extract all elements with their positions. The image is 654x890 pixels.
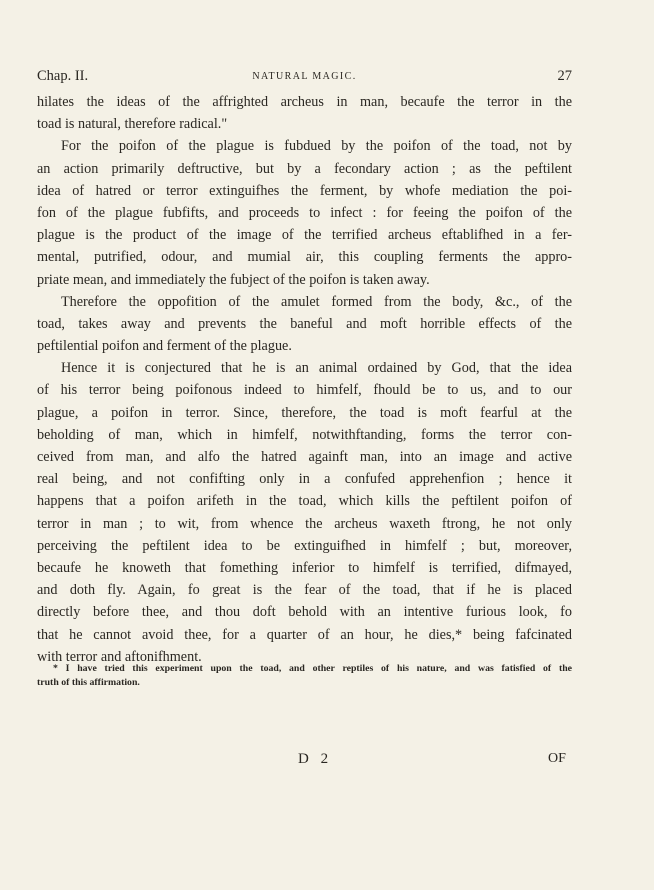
text-line: of his terror being poifonous indeed to himfelf, fhould be to us, and to our (37, 382, 572, 399)
text-line: Therefore the oppofition of the amulet formed from the body, &c., of the (61, 293, 572, 310)
text-line: directly before thee, and thou doft behold with an intentive furious look, fo (37, 604, 572, 621)
footnote (37, 662, 572, 691)
text-line: happens that a poifon arifeth in the toad, which kills the peftilent poifon of (37, 493, 572, 510)
text-line: fon of the plague fubfifts, and proceeds to infect : for feeing the poifon of the (37, 204, 572, 221)
catchword: OF (548, 751, 566, 766)
body-text (37, 91, 572, 668)
text-line: toad is natural, therefore radical." (37, 116, 228, 133)
text-line: plague is the product of the image of the terrified archeus eftablifhed in a fer- (37, 227, 572, 244)
text-line: ceived from man, and alfo the hatred againft man, into an image and active (37, 449, 572, 465)
page-number: 27 (557, 68, 572, 84)
text-line: Hence it is conjectured that he is an animal ordained by God, that the idea (61, 360, 572, 377)
running-header (37, 68, 572, 88)
text-line: priate mean, and immediately the fubject of the poifon is taken away. (37, 271, 430, 288)
text-line: perceiving the peftilent idea to be extinguifhed in himfelf ; but, moreover, (37, 537, 572, 554)
running-title: NATURAL MAGIC. (252, 71, 357, 82)
text-line: with terror and aftonifhment. (37, 648, 202, 665)
text-line: an action primarily deftructive, but by a fecondary action ; as the peftilent (37, 160, 572, 177)
text-line: hilates the ideas of the affrighted archeus in man, becaufe the terror in the (37, 94, 572, 110)
footnote-line: * I have tried this experiment upon the toad, and other reptiles of his nature, and was fatisfied of the (53, 663, 572, 674)
text-line: and doth fly. Again, fo great is the fear of the toad, that if he is placed (37, 582, 572, 599)
text-line: toad, takes away and prevents the baneful and moft horrible effects of the (37, 315, 572, 332)
signature-mark: D 2 (298, 751, 333, 767)
chapter-label: Chap. II. (37, 68, 89, 84)
text-line: beholding of man, which in himfelf, notwithftanding, forms the terror con- (37, 426, 572, 443)
text-line: mental, putrified, odour, and mumial air, this coupling ferments the appro- (37, 249, 572, 266)
footnote-line: truth of this affirmation. (37, 677, 140, 689)
text-line: plague, a poifon in terror. Since, therefore, the toad is moft fearful at the (37, 404, 572, 421)
text-line: For the poifon of the plague is fubdued by the poifon of the toad, not by (61, 138, 572, 155)
text-line: becaufe he knoweth that fomething inferior to himfelf is terrified, difmayed, (37, 559, 572, 576)
text-line: real being, and not confifting only in a confufed apprehenfion ; hence it (37, 471, 572, 488)
text-line: peftilential poifon and ferment of the plague. (37, 338, 292, 355)
text-line: that he cannot avoid thee, for a quarter of an hour, he dies,* being fafcinated (37, 626, 572, 643)
text-line: idea of hatred or terror extinguifhes the ferment, by whofe mediation the poi- (37, 182, 572, 199)
text-line: terror in man ; to wit, from whence the archeus waxeth ftrong, he not only (37, 515, 572, 532)
